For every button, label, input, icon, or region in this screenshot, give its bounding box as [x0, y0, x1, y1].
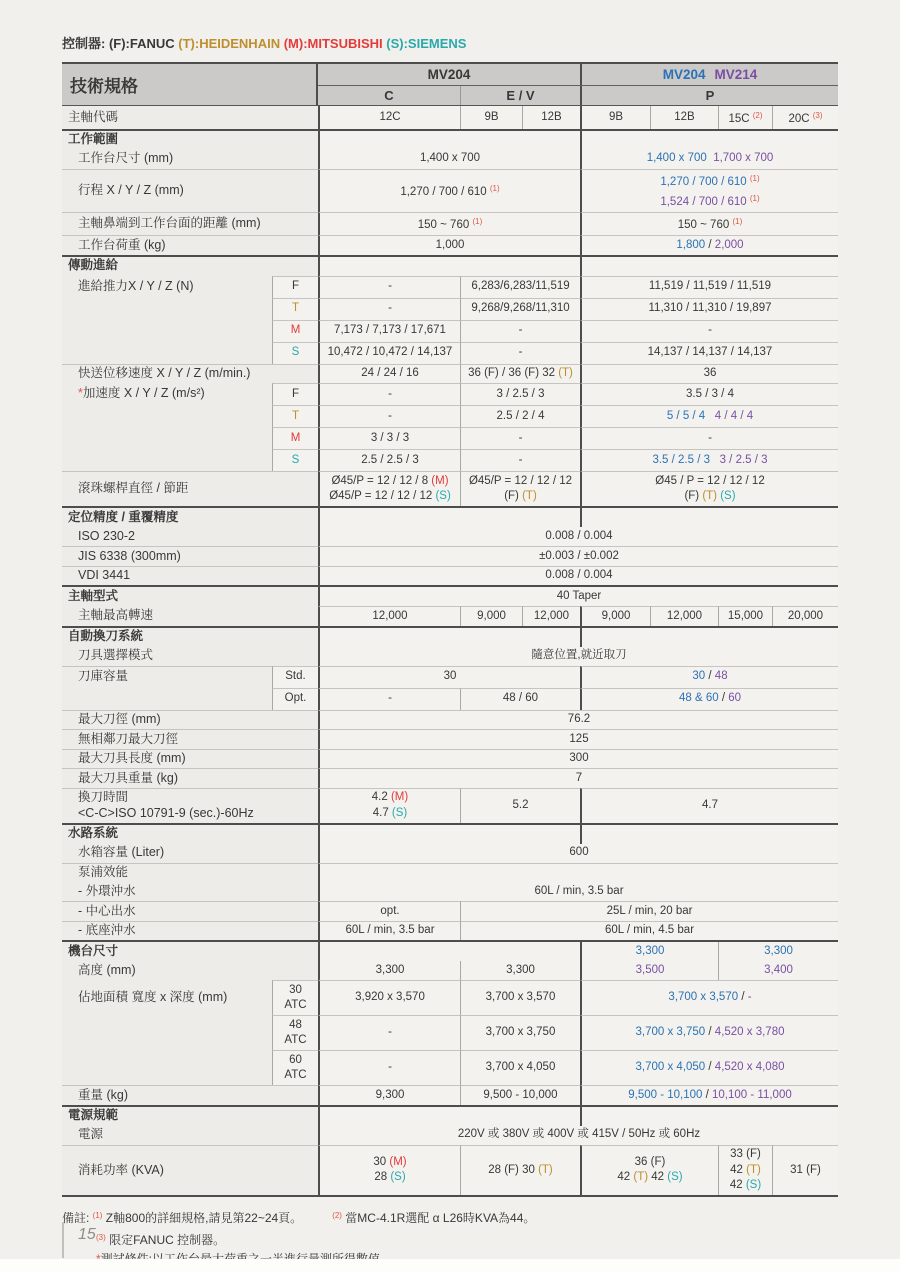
row-height-label: 高度 (mm): [62, 961, 318, 980]
row-feed-force-s-value-1: -: [460, 342, 580, 364]
row-height-value-3: 3,400: [718, 961, 838, 980]
row-vdi-3441-label: VDI 3441: [62, 566, 318, 586]
row-weight: [62, 1085, 838, 1105]
row-height-value-2: 3,500: [580, 961, 718, 980]
row-power-supply-value-0: 220V 或 380V 或 400V 或 415V / 50Hz 或 60Hz: [318, 1126, 838, 1145]
row-spindle-code-value-3: 9B: [580, 106, 650, 129]
row-acceleration-f-label: *加速度 X / Y / Z (m/s²): [62, 383, 272, 405]
section-atc: [62, 626, 838, 647]
row-floor-space-30atc-value-0: 3,920 x 3,570: [318, 980, 460, 1015]
row-spindle-max-speed-value-1: 9,000: [460, 606, 522, 626]
footnote-line-2: $^{(3)}$ 限定FANUC 控制器。: [96, 1233, 226, 1247]
header-columns: [318, 64, 838, 105]
section-spindle-type-value-0: 40 Taper: [318, 587, 838, 606]
row-spindle-max-speed-value-0: 12,000: [318, 606, 460, 626]
section-coolant: [62, 823, 838, 844]
row-floor-space-48atc-value-0: -: [318, 1015, 460, 1050]
row-acceleration-f-value-0: -: [318, 383, 460, 405]
row-spindle-nose-distance: [62, 212, 838, 236]
row-table-load: [62, 235, 838, 255]
row-power-consumption-value-0: 30 (M) 28 (S): [318, 1145, 460, 1196]
row-spindle-code-value-1: 9B: [460, 106, 522, 129]
row-power-supply: [62, 1126, 838, 1145]
row-spindle-max-speed-value-5: 15,000: [718, 606, 772, 626]
row-feed-force-s-label: [62, 342, 272, 364]
section-work-range: [62, 129, 838, 150]
row-tool-change-time: [62, 788, 838, 823]
section-drive-feed: [62, 255, 838, 276]
row-acceleration-m-value-2: -: [580, 427, 838, 449]
row-floor-space-60atc-subheader: 60 ATC: [272, 1050, 318, 1085]
row-acceleration-f-value-2: 3.5 / 3 / 4: [580, 383, 838, 405]
table-title: 技術規格: [62, 64, 318, 105]
row-acceleration-t: [62, 405, 838, 427]
section-coolant-value-1: [580, 825, 838, 844]
row-spindle-max-speed-value-4: 12,000: [650, 606, 718, 626]
section-atc-value-1: [580, 628, 838, 647]
row-floor-space-30atc-subheader: 30 ATC: [272, 980, 318, 1015]
row-table-load-value-1: 1,800 / 2,000: [580, 235, 838, 255]
row-power-consumption-value-2: 36 (F) 42 (T) 42 (S): [580, 1145, 718, 1196]
row-travel-xyz-label: 行程 X / Y / Z (mm): [62, 169, 318, 212]
row-base-flushing-label: - 底座沖水: [62, 921, 318, 941]
row-travel-xyz: [62, 169, 838, 212]
row-spindle-code-value-6: 20C $^{(3)}$: [772, 106, 838, 129]
row-acceleration-m-value-1: -: [460, 427, 580, 449]
col-c: C: [384, 88, 394, 103]
section-power-label: 電源規範: [62, 1107, 318, 1126]
row-acceleration-f-value-1: 3 / 2.5 / 3: [460, 383, 580, 405]
section-power-value-0: [318, 1107, 580, 1126]
row-feed-force-s-value-2: 14,137 / 14,137 / 14,137: [580, 342, 838, 364]
row-jis-6338-label: JIS 6338 (300mm): [62, 546, 318, 566]
row-spindle-max-speed-value-6: 20,000: [772, 606, 838, 626]
row-feed-force-f-subheader: F: [272, 276, 318, 298]
row-floor-space-30atc-value-2: 3,700 x 3,570 / -: [580, 980, 838, 1015]
row-floor-space-48atc-value-1: 3,700 x 3,750: [460, 1015, 580, 1050]
row-spindle-nose-distance-label: 主軸鼻端到工作台面的距離 (mm): [62, 212, 318, 236]
row-acceleration-s-subheader: S: [272, 449, 318, 471]
row-spindle-code: [62, 106, 838, 129]
row-jis-6338-value-0: ±0.003 / ±0.002: [318, 546, 838, 566]
row-pump-performance-value-0: [318, 863, 838, 883]
row-acceleration-m-label: [62, 427, 272, 449]
row-magazine-opt-value-0: -: [318, 688, 460, 710]
row-magazine-std-value-0: 30: [318, 666, 580, 688]
row-feed-force-f-value-2: 11,519 / 11,519 / 11,519: [580, 276, 838, 298]
row-magazine-opt: [62, 688, 838, 710]
row-floor-space-60atc: [62, 1050, 838, 1085]
row-weight-value-1: 9,500 - 10,000: [460, 1085, 580, 1105]
row-max-tool-length: [62, 749, 838, 769]
row-iso-230-2-label: ISO 230-2: [62, 527, 318, 546]
section-spindle-type-label: 主軸型式: [62, 587, 318, 606]
section-atc-value-0: [318, 628, 580, 647]
row-table-load-value-0: 1,000: [318, 235, 580, 255]
row-feed-force-m-value-2: -: [580, 320, 838, 342]
section-work-range-value-1: [580, 131, 838, 150]
row-floor-space-60atc-value-2: 3,700 x 4,050 / 4,520 x 4,080: [580, 1050, 838, 1085]
row-spindle-code-value-2: 12B: [522, 106, 580, 129]
row-spindle-max-speed-value-3: 9,000: [580, 606, 650, 626]
section-positioning-accuracy: [62, 506, 838, 527]
row-tool-selection-label: 刀具選擇模式: [62, 647, 318, 666]
page-number: [62, 1222, 96, 1258]
row-power-consumption-value-4: 31 (F): [772, 1145, 838, 1196]
section-power-value-1: [580, 1107, 838, 1126]
row-table-size-label: 工作台尺寸 (mm): [62, 150, 318, 169]
row-weight-value-0: 9,300: [318, 1085, 460, 1105]
controller-legend: 控制器: (F):FANUC (T):HEIDENHAIN (M):MITSUBISHI (S):SIEMENS: [62, 36, 467, 51]
row-max-tool-length-label: 最大刀具長度 (mm): [62, 749, 318, 769]
table-header: [62, 64, 838, 106]
row-coolant-through-center: [62, 901, 838, 921]
row-power-consumption: [62, 1145, 838, 1196]
row-magazine-opt-subheader: Opt.: [272, 688, 318, 710]
row-power-consumption-label: 消耗功率 (KVA): [62, 1145, 318, 1196]
row-floor-space-48atc-subheader: 48 ATC: [272, 1015, 318, 1050]
row-spindle-code-value-5: 15C $^{(2)}$: [718, 106, 772, 129]
row-height: [62, 961, 838, 980]
row-acceleration-f: [62, 383, 838, 405]
row-base-flushing-value-0: 60L / min, 3.5 bar: [318, 921, 460, 941]
row-tank-capacity-value-0: 600: [318, 844, 838, 863]
row-external-flushing-label: - 外環沖水: [62, 882, 318, 901]
row-table-size-value-1: 1,400 x 700 1,700 x 700: [580, 150, 838, 169]
col-group-mv204-mv214: [580, 64, 838, 85]
section-machine-dimensions-value-1: 3,300: [580, 942, 718, 961]
row-floor-space-60atc-value-1: 3,700 x 4,050: [460, 1050, 580, 1085]
row-floor-space-30atc-value-1: 3,700 x 3,570: [460, 980, 580, 1015]
row-power-consumption-value-1: 28 (F) 30 (T): [460, 1145, 580, 1196]
row-magazine-opt-value-1: 48 / 60: [460, 688, 580, 710]
row-weight-label: 重量 (kg): [62, 1085, 318, 1105]
row-vdi-3441: [62, 566, 838, 586]
section-work-range-value-0: [318, 131, 580, 150]
row-floor-space-48atc: [62, 1015, 838, 1050]
row-magazine-std-label: 刀庫容量: [62, 666, 272, 688]
row-spindle-code-label: 主軸代碼: [62, 106, 318, 129]
row-spindle-max-speed-value-2: 12,000: [522, 606, 580, 626]
section-drive-feed-value-0: [318, 257, 580, 276]
row-feed-force-s-subheader: S: [272, 342, 318, 364]
row-floor-space-60atc-label: [62, 1050, 272, 1085]
row-feed-force-t-subheader: T: [272, 298, 318, 320]
row-acceleration-t-value-2: 5 / 5 / 4 4 / 4 / 4: [580, 405, 838, 427]
section-coolant-label: 水路系統: [62, 825, 318, 844]
model-mv214-label: MV214: [714, 67, 758, 82]
row-table-size-value-0: 1,400 x 700: [318, 150, 580, 169]
row-acceleration-m-value-0: 3 / 3 / 3: [318, 427, 460, 449]
row-coolant-through-center-value-1: 25L / min, 20 bar: [460, 901, 838, 921]
row-max-tool-length-value-0: 300: [318, 749, 838, 769]
section-machine-dimensions: [62, 940, 838, 961]
row-feed-force-m: [62, 320, 838, 342]
row-acceleration-m: [62, 427, 838, 449]
row-external-flushing: [62, 882, 838, 901]
col-group-mv204: MV204: [427, 67, 471, 82]
row-acceleration-t-value-0: -: [318, 405, 460, 427]
col-ev: E / V: [460, 86, 580, 105]
row-iso-230-2-value-0: 0.008 / 0.004: [318, 527, 838, 546]
section-drive-feed-label: 傳動進給: [62, 257, 318, 276]
row-rapid-traverse-label: 快送位移速度 X / Y / Z (m/min.): [62, 364, 318, 384]
row-pump-performance-label: 泵浦效能: [62, 863, 318, 883]
row-floor-space-48atc-value-2: 3,700 x 3,750 / 4,520 x 3,780: [580, 1015, 838, 1050]
row-spindle-code-value-4: 12B: [650, 106, 718, 129]
page-bottom-edge: [0, 1259, 900, 1272]
row-acceleration-s-value-0: 2.5 / 2.5 / 3: [318, 449, 460, 471]
row-max-tool-dia-adjacent-value-0: 125: [318, 729, 838, 749]
row-feed-force-f: [62, 276, 838, 298]
row-magazine-opt-label: [62, 688, 272, 710]
row-feed-force-t-label: [62, 298, 272, 320]
row-coolant-through-center-label: - 中心出水: [62, 901, 318, 921]
row-feed-force-s-value-0: 10,472 / 10,472 / 14,137: [318, 342, 460, 364]
row-ballscrew-value-1: Ø45/P = 12 / 12 / 12 (F) (T): [460, 471, 580, 506]
row-travel-xyz-value-0: 1,270 / 700 / 610 $^{(1)}$: [318, 169, 580, 212]
row-acceleration-t-subheader: T: [272, 405, 318, 427]
row-rapid-traverse: [62, 364, 838, 384]
section-power: [62, 1105, 838, 1126]
row-spindle-max-speed-label: 主軸最高轉速: [62, 606, 318, 626]
row-acceleration-s-value-1: -: [460, 449, 580, 471]
row-feed-force-t-value-0: -: [318, 298, 460, 320]
table-body: [62, 106, 838, 1195]
row-feed-force-m-value-0: 7,173 / 7,173 / 17,671: [318, 320, 460, 342]
row-table-size: [62, 150, 838, 169]
row-tool-change-time-value-0: 4.2 (M) 4.7 (S): [318, 788, 460, 823]
row-ballscrew: [62, 471, 838, 506]
row-spindle-code-value-0: 12C: [318, 106, 460, 129]
spec-table: [62, 62, 838, 1197]
row-feed-force-s: [62, 342, 838, 364]
page-number-value: 15: [78, 1226, 96, 1243]
row-acceleration-t-label: [62, 405, 272, 427]
row-max-tool-weight-value-0: 7: [318, 768, 838, 788]
row-tank-capacity-label: 水箱容量 (Liter): [62, 844, 318, 863]
section-positioning-accuracy-value-1: [580, 508, 838, 527]
row-acceleration-s: [62, 449, 838, 471]
row-height-value-0: 3,300: [318, 961, 460, 980]
section-coolant-value-0: [318, 825, 580, 844]
row-power-supply-label: 電源: [62, 1126, 318, 1145]
row-magazine-std-subheader: Std.: [272, 666, 318, 688]
row-spindle-nose-distance-value-1: 150 ~ 760 $^{(1)}$: [580, 212, 838, 236]
row-jis-6338: [62, 546, 838, 566]
model-mv204-label: MV204: [662, 67, 706, 82]
row-feed-force-f-value-1: 6,283/6,283/11,519: [460, 276, 580, 298]
row-tool-selection-value-0: 隨意位置,就近取刀: [318, 647, 838, 666]
row-magazine-std-value-1: 30 / 48: [580, 666, 838, 688]
row-feed-force-t-value-2: 11,310 / 11,310 / 19,897: [580, 298, 838, 320]
section-drive-feed-value-1: [580, 257, 838, 276]
col-p: P: [580, 86, 838, 105]
section-atc-label: 自動換刀系統: [62, 628, 318, 647]
row-feed-force-t-value-1: 9,268/9,268/11,310: [460, 298, 580, 320]
row-floor-space-48atc-label: [62, 1015, 272, 1050]
row-floor-space-30atc: [62, 980, 838, 1015]
row-feed-force-m-value-1: -: [460, 320, 580, 342]
row-magazine-std: [62, 666, 838, 688]
row-acceleration-f-subheader: F: [272, 383, 318, 405]
row-travel-xyz-value-1: 1,270 / 700 / 610 $^{(1)}$ 1,524 / 700 / 610 $^{(1)}$: [580, 169, 838, 212]
row-floor-space-30atc-label: 佔地面積 寬度 x 深度 (mm): [62, 980, 272, 1015]
row-coolant-through-center-value-0: opt.: [318, 901, 460, 921]
row-max-tool-dia-label: 最大刀徑 (mm): [62, 710, 318, 730]
footnote-line-1: 備註: $^{(1)}$ Z軸800的詳細規格,請見第22~24頁。 $^{(2)}$ 當MC-4.1R選配 α L26時KVA為44。: [62, 1211, 536, 1225]
section-positioning-accuracy-value-0: [318, 508, 580, 527]
row-vdi-3441-value-0: 0.008 / 0.004: [318, 566, 838, 586]
row-acceleration-t-value-1: 2.5 / 2 / 4: [460, 405, 580, 427]
section-machine-dimensions-value-0: [318, 942, 580, 961]
row-max-tool-dia-value-0: 76.2: [318, 710, 838, 730]
row-ballscrew-value-2: Ø45 / P = 12 / 12 / 12 (F) (T) (S): [580, 471, 838, 506]
row-table-load-label: 工作台荷重 (kg): [62, 235, 318, 255]
row-spindle-max-speed: [62, 606, 838, 626]
row-external-flushing-value-0: 60L / min, 3.5 bar: [318, 882, 838, 901]
section-machine-dimensions-label: 機台尺寸: [62, 942, 318, 961]
row-weight-value-2: 9,500 - 10,100 / 10,100 - 11,000: [580, 1085, 838, 1105]
section-spindle-type: [62, 585, 838, 606]
row-tool-selection: [62, 647, 838, 666]
row-base-flushing: [62, 921, 838, 941]
row-feed-force-m-label: [62, 320, 272, 342]
row-feed-force-m-subheader: M: [272, 320, 318, 342]
row-rapid-traverse-value-1: 36 (F) / 36 (F) 32 (T): [460, 364, 580, 384]
row-acceleration-m-subheader: M: [272, 427, 318, 449]
row-acceleration-s-value-2: 3.5 / 2.5 / 3 3 / 2.5 / 3: [580, 449, 838, 471]
row-base-flushing-value-1: 60L / min, 4.5 bar: [460, 921, 838, 941]
row-tool-change-time-value-1: 5.2: [460, 788, 580, 823]
row-max-tool-dia-adjacent: [62, 729, 838, 749]
row-max-tool-dia-adjacent-label: 無相鄰刀最大刀徑: [62, 729, 318, 749]
row-rapid-traverse-value-2: 36: [580, 364, 838, 384]
row-feed-force-f-label: 進給推力X / Y / Z (N): [62, 276, 272, 298]
row-ballscrew-label: 滾珠螺桿直徑 / 節距: [62, 471, 318, 506]
row-max-tool-weight: [62, 768, 838, 788]
row-acceleration-s-label: [62, 449, 272, 471]
row-rapid-traverse-value-0: 24 / 24 / 16: [318, 364, 460, 384]
row-feed-force-f-value-0: -: [318, 276, 460, 298]
row-height-value-1: 3,300: [460, 961, 580, 980]
row-tool-change-time-label: 換刀時間 <C-C>ISO 10791-9 (sec.)-60Hz: [62, 788, 318, 823]
row-tank-capacity: [62, 844, 838, 863]
row-spindle-nose-distance-value-0: 150 ~ 760 $^{(1)}$: [318, 212, 580, 236]
section-machine-dimensions-value-2: 3,300: [718, 942, 838, 961]
row-power-consumption-value-3: 33 (F) 42 (T) 42 (S): [718, 1145, 772, 1196]
section-work-range-label: 工作範圍: [62, 131, 318, 150]
row-iso-230-2: [62, 527, 838, 546]
row-tool-change-time-value-2: 4.7: [580, 788, 838, 823]
row-floor-space-60atc-value-0: -: [318, 1050, 460, 1085]
row-magazine-opt-value-2: 48 & 60 / 60: [580, 688, 838, 710]
row-ballscrew-value-0: Ø45/P = 12 / 12 / 8 (M) Ø45/P = 12 / 12 / 12 (S): [318, 471, 460, 506]
row-feed-force-t: [62, 298, 838, 320]
row-max-tool-weight-label: 最大刀具重量 (kg): [62, 768, 318, 788]
row-max-tool-dia: [62, 710, 838, 730]
section-positioning-accuracy-label: 定位精度 / 重覆精度: [62, 508, 318, 527]
row-pump-performance: [62, 863, 838, 883]
